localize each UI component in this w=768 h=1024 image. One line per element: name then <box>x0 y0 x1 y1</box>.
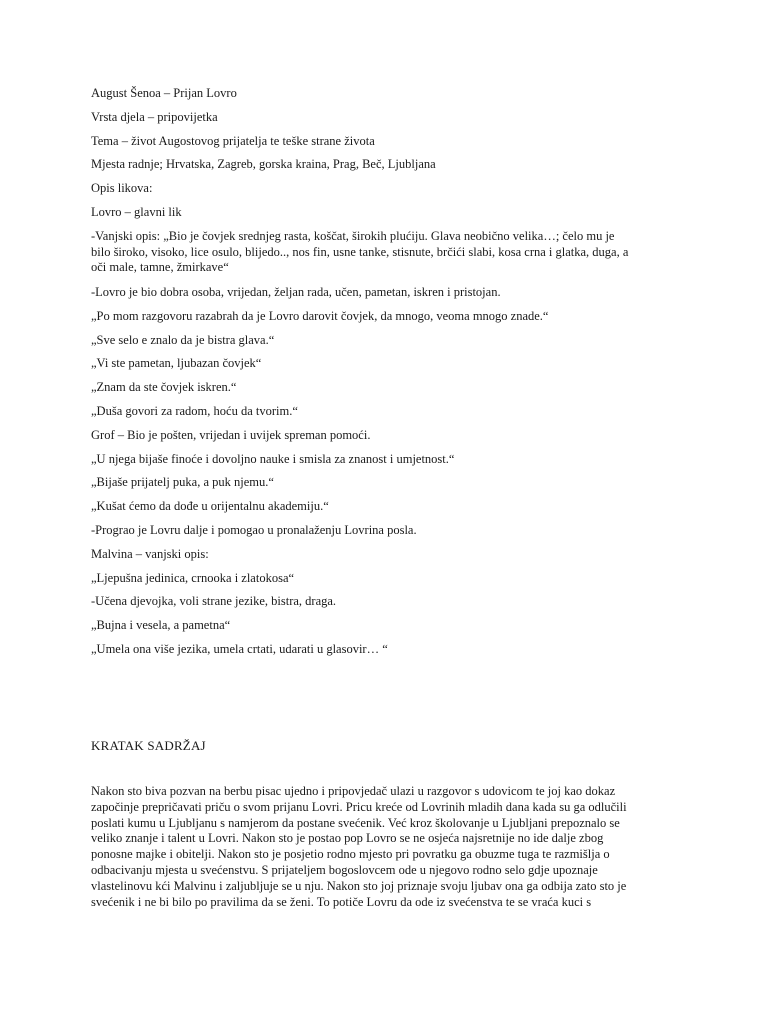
summary-paragraph <box>91 784 681 910</box>
quote-line: „Vi ste pametan, ljubazan čovjek“ <box>91 356 262 371</box>
summary-line: svećenik i ne bi bilo po pravilima da se ženi. To potiče Lovru da ode iz svećenstva te se vraća kuci s <box>91 894 592 909</box>
summary-line: ponosne majke i obitelji. Nakon sto je posjetio rodno mjesto pri povratku ga obuzme tuga te razmišlja o <box>91 847 610 862</box>
theme-line: Tema – život Augostovog prijatelja te teške strane života <box>91 133 375 148</box>
malvina-line: Malvina – vanjski opis: <box>91 546 209 561</box>
genre-line: Vrsta djela – pripovijetka <box>91 109 218 124</box>
quote-line: „Kušat ćemo da dođe u orijentalnu akademiju.“ <box>91 499 329 514</box>
summary-heading: KRATAK SADRŽAJ <box>91 738 206 753</box>
paragraph-line: oči male, tamne, žmirkave“ <box>91 260 229 275</box>
quote-line: „Umela ona više jezika, umela crtati, udarati u glasovir… “ <box>91 641 388 656</box>
quote-line: „Znam da ste čovjek iskren.“ <box>91 380 237 395</box>
summary-line: veliko znanje i talent u Lovri. Nakon sto je postao pop Lovro se ne osjeća najsretnije no ide dalje zbog <box>91 831 604 846</box>
summary-line: Nakon sto biva pozvan na berbu pisac ujedno i pripovjedač ulazi u razgovor s udovicom te joj kao dokaz <box>91 784 616 798</box>
title-line: August Šenoa – Prijan Lovro <box>91 86 237 100</box>
summary-line: započinje prepričavati priču o svom prijanu Lovri. Pricu kreće od Lovrinih mladih dana kada su ga odlučili <box>91 799 627 814</box>
summary-line: odbacivanju mjesta u svećenstvu. S prijateljem bogoslovcem ode u njegovo rodno selo gdje upoznaje <box>91 862 598 877</box>
characters-heading: Opis likova: <box>91 181 153 196</box>
text-line: -Lovro je bio dobra osoba, vrijedan, željan rada, učen, pametan, iskren i pristojan. <box>91 284 501 299</box>
text-line: -Prograo je Lovru dalje i pomogao u pronalaženju Lovrina posla. <box>91 522 417 537</box>
summary-line: vlastelinovu kći Malvinu i zaljubljuje se u nju. Nakon sto joj priznaje svoju ljubav ona ga odbija zato sto je <box>91 878 627 893</box>
quote-line: „Sve selo e znalo da je bistra glava.“ <box>91 332 275 347</box>
paragraph-line: bilo široko, visoko, lice osulo, blijedo.., nos fin, usne tanke, stisnute, brčići slabi, kosa crna i glatka, duga, a <box>91 244 629 259</box>
quote-line: „Ljepušna jedinica, crnooka i zlatokosa“ <box>91 570 295 585</box>
quote-line: „U njega bijaše finoće i dovoljno nauke i smisla za znanost i umjetnost.“ <box>91 451 455 466</box>
grof-line: Grof – Bio je pošten, vrijedan i uvijek spreman pomoći. <box>91 427 371 442</box>
lovro-appearance-paragraph <box>91 229 681 276</box>
summary-line: poslati kumu u Ljubljanu s namjerom da postane svećenik. Već kroz školovanje u Ljubljani prepoznalo se <box>91 815 620 830</box>
setting-line: Mjesta radnje; Hrvatska, Zagreb, gorska kraina, Prag, Beč, Ljubljana <box>91 157 436 172</box>
lovro-line: Lovro – glavni lik <box>91 204 182 219</box>
quote-line: „Bijaše prijatelj puka, a puk njemu.“ <box>91 475 274 490</box>
document-body <box>91 86 691 666</box>
quote-line: „Duša govori za radom, hoću da tvorim.“ <box>91 403 298 418</box>
text-line: -Učena djevojka, voli strane jezike, bistra, draga. <box>91 594 337 609</box>
quote-line: „Po mom razgovoru razabrah da je Lovro darovit čovjek, da mnogo, veoma mnogo znade.“ <box>91 308 549 323</box>
quote-line: „Bujna i vesela, a pametna“ <box>91 618 231 633</box>
paragraph-line: -Vanjski opis: „Bio je čovjek srednjeg rasta, koščat, širokih plućiju. Glava neobično velika…; čelo mu je <box>91 228 615 243</box>
